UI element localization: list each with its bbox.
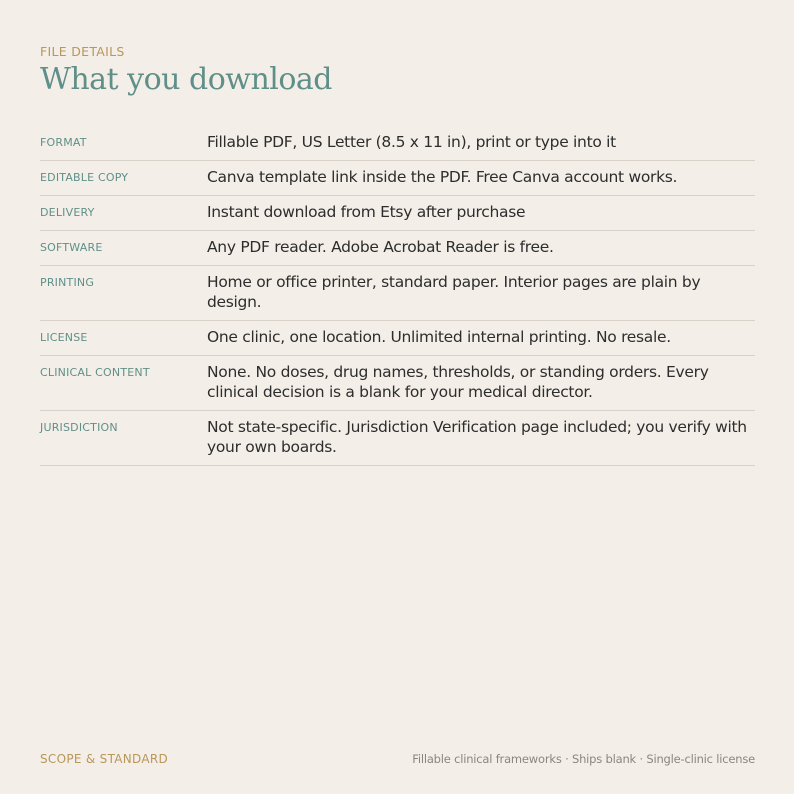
detail-row-software	[40, 231, 755, 266]
detail-value: Any PDF reader. Adobe Acrobat Reader is free.	[207, 238, 554, 256]
detail-row-editable-copy	[40, 161, 755, 196]
detail-value: One clinic, one location. Unlimited internal printing. No resale.	[207, 328, 671, 346]
detail-label: FORMAT	[40, 136, 87, 149]
detail-label: JURISDICTION	[40, 421, 118, 434]
detail-value: None. No doses, drug names, thresholds, or standing orders. Every clinical decision is a blank for your medical director.	[207, 363, 709, 401]
detail-label: CLINICAL CONTENT	[40, 366, 150, 379]
section-eyebrow: FILE DETAILS	[40, 44, 125, 59]
footer-tagline: Fillable clinical frameworks · Ships blank · Single-clinic license	[412, 752, 755, 766]
detail-label: SOFTWARE	[40, 241, 103, 254]
detail-row-printing	[40, 266, 755, 321]
detail-row-delivery	[40, 196, 755, 231]
page	[40, 0, 755, 794]
detail-value: Home or office printer, standard paper. Interior pages are plain by design.	[207, 273, 701, 311]
detail-label: DELIVERY	[40, 206, 95, 219]
detail-row-format	[40, 126, 755, 161]
footer-brand: SCOPE & STANDARD	[40, 752, 169, 766]
detail-label: EDITABLE COPY	[40, 171, 129, 184]
page-title: What you download	[40, 62, 333, 97]
detail-value: Not state-specific. Jurisdiction Verification page included; you verify with your own boards.	[207, 418, 747, 456]
detail-value: Fillable PDF, US Letter (8.5 x 11 in), print or type into it	[207, 133, 616, 151]
file-details-table	[40, 126, 755, 466]
detail-row-jurisdiction	[40, 411, 755, 466]
detail-row-clinical-content	[40, 356, 755, 411]
detail-label: PRINTING	[40, 276, 95, 289]
detail-label: LICENSE	[40, 331, 88, 344]
detail-value: Instant download from Etsy after purchase	[207, 203, 526, 221]
detail-row-license	[40, 321, 755, 356]
detail-value: Canva template link inside the PDF. Free Canva account works.	[207, 168, 678, 186]
